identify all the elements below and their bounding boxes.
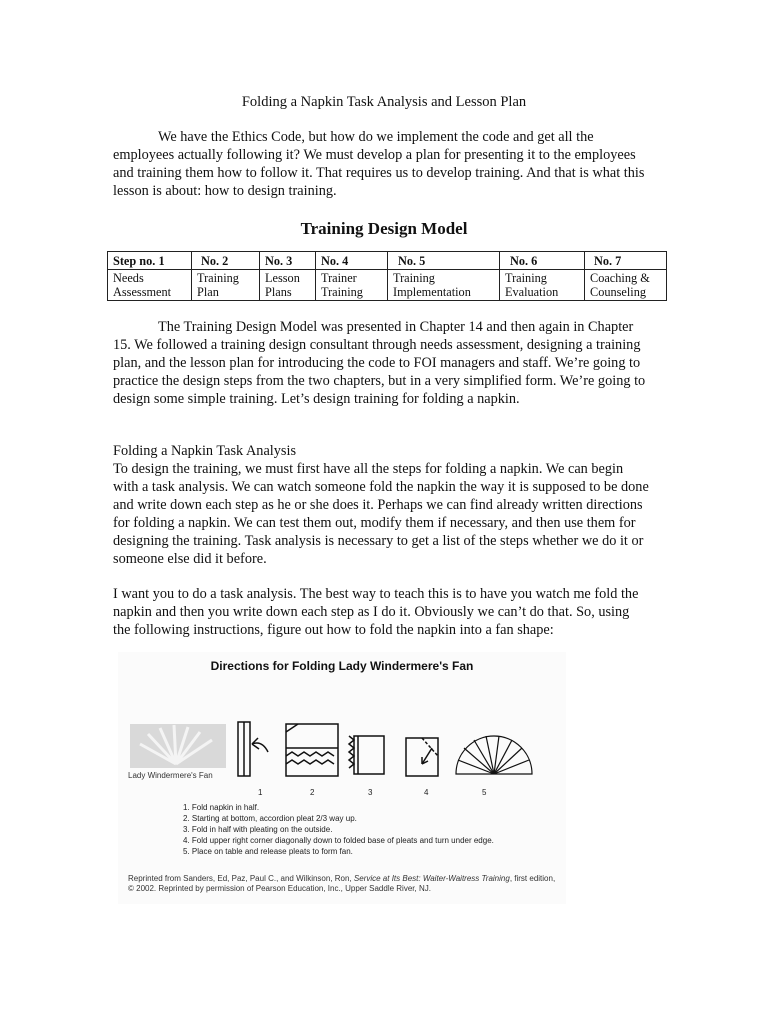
table-header-cell: No. 6: [500, 252, 585, 270]
reprint-credit: [128, 874, 560, 894]
intro-paragraph: [113, 128, 649, 200]
step-number: 2: [310, 788, 315, 797]
table-header-row: [108, 252, 667, 270]
table-cell: Training Plan: [192, 269, 260, 300]
model-paragraph-text: The Training Design Model was presented in Chapter 14 and then again in Chapter 15. We followed a training design consultant through needs assessment, designing a training plan, and the lesson plan for introducing the code to FOI managers and staff. We’re going to practice the design steps from the two chapters, but in a very simplified form. We’re going to design some simple training. Let’s design training for folding a napkin.: [113, 319, 646, 407]
list-item: 5. Place on table and release pleats to form fan.: [183, 847, 353, 856]
figure-title: Directions for Folding Lady Windermere's Fan: [210, 659, 474, 673]
credit-prefix: Reprinted from Sanders, Ed, Paz, Paul C., and Wilkinson, Ron,: [128, 874, 352, 883]
task-analysis-paragraph: To design the training, we must first have all the steps for folding a napkin. We can begin with a task analysis. We can watch someone fold the napkin the way it is supposed to be done and write down each step as he or she does it. Perhaps we can find already written directions for folding a napkin. We can test them out, modify them if necessary, and then use them for designing the training. Task analysis is necessary to get a list of the steps whether we do it or someone else did it before.: [113, 461, 649, 567]
table-row: [108, 269, 667, 300]
table-cell: Lesson Plans: [260, 269, 316, 300]
folding-steps-list: [183, 802, 494, 857]
photo-caption: Lady Windermere's Fan: [128, 771, 213, 780]
step-number: 1: [258, 788, 263, 797]
table-header-cell: No. 5: [388, 252, 500, 270]
task-analysis-heading: Folding a Napkin Task Analysis: [113, 443, 297, 459]
model-paragraph: [113, 318, 649, 408]
model-heading: Training Design Model: [300, 219, 468, 238]
table-cell: Coaching & Counseling: [585, 269, 667, 300]
step-4-illustration: [406, 738, 438, 776]
fan-photo: [130, 724, 226, 768]
step-number: 4: [424, 788, 429, 797]
credit-book-title: Service at Its Best: Waiter-Waitress Training: [353, 874, 510, 883]
list-item: 2. Starting at bottom, accordion pleat 2/3 way up.: [183, 814, 357, 823]
table-cell: Training Implementation: [388, 269, 500, 300]
table-cell: Needs Assessment: [108, 269, 192, 300]
table-cell: Training Evaluation: [500, 269, 585, 300]
intro-text: We have the Ethics Code, but how do we implement the code and get all the employees actually following it? We must develop a plan for presenting it to the employees and training them how to follow it. That requires us to develop training. And that is what this lesson is about: how to design training.: [113, 129, 645, 199]
step-2-illustration: [286, 724, 338, 776]
table-header-cell: Step no. 1: [108, 252, 192, 270]
fan-folding-figure: [118, 652, 566, 904]
table-header-cell: No. 2: [192, 252, 260, 270]
list-item: 1. Fold napkin in half.: [183, 803, 260, 812]
table-cell: Trainer Training: [316, 269, 388, 300]
document-title: Folding a Napkin Task Analysis and Lesson Plan: [241, 94, 527, 110]
step-3-illustration: [349, 736, 384, 774]
table-header-cell: No. 4: [316, 252, 388, 270]
step-5-illustration: [456, 736, 532, 774]
credit-suffix: , first edition, © 2002. Reprinted by permission of Pearson Education, Inc., Upper Saddle River, NJ.: [128, 874, 556, 893]
list-item: 3. Fold in half with pleating on the outside.: [183, 825, 333, 834]
list-item: 4. Fold upper right corner diagonally down to folded base of pleats and turn under edge.: [183, 836, 494, 845]
training-design-table: [107, 251, 667, 301]
table-header-cell: No. 3: [260, 252, 316, 270]
instruction-paragraph: I want you to do a task analysis. The best way to teach this is to have you watch me fold the napkin and then you write down each step as I do it. Obviously we can’t do that. So, using the following instructions, figure out how to fold the napkin into a fan shape:: [113, 586, 639, 638]
table-header-cell: No. 7: [585, 252, 667, 270]
step-number: 3: [368, 788, 373, 797]
step-number: 5: [482, 788, 487, 797]
step-1-illustration: [238, 722, 268, 776]
